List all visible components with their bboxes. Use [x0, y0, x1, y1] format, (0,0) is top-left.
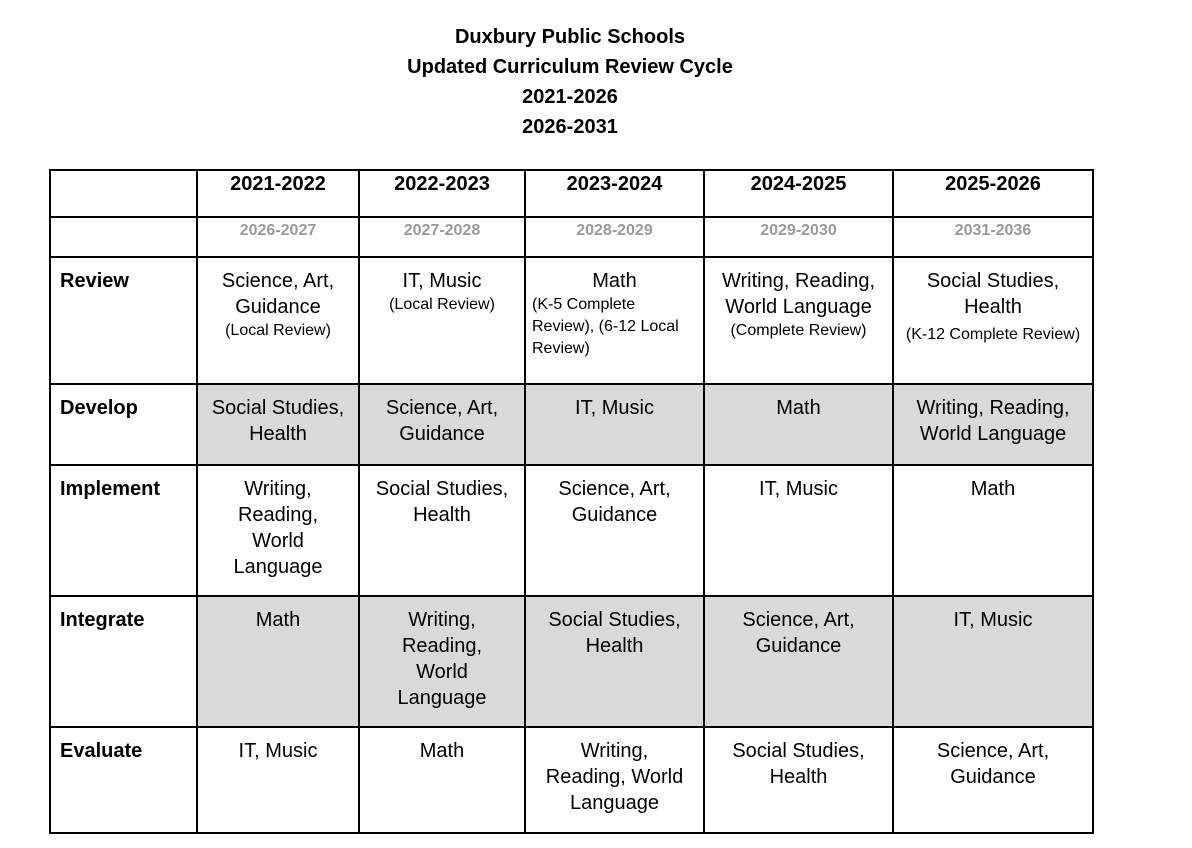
- next-year-header: 2026-2027: [197, 217, 359, 257]
- stage-label-develop: Develop: [50, 384, 197, 465]
- evaluate-cell: Social Studies, Health: [704, 727, 893, 833]
- develop-cell: Math: [704, 384, 893, 465]
- next-year-header: 2029-2030: [704, 217, 893, 257]
- implement-row: [50, 465, 1093, 596]
- review-cell: [525, 257, 704, 384]
- cell-subjects: IT, Music: [402, 270, 482, 292]
- implement-cell: IT, Music: [704, 465, 893, 596]
- review-cell: [197, 257, 359, 384]
- cell-note: (K-12 Complete Review): [905, 326, 1081, 343]
- develop-cell: Social Studies, Health: [197, 384, 359, 465]
- develop-row: [50, 384, 1093, 465]
- document-title: [0, 22, 1140, 142]
- year-header: 2023-2024: [525, 170, 704, 217]
- cell-note: (K-5 Complete Review), (6-12 Local Review): [532, 296, 679, 357]
- stage-label-review: Review: [50, 257, 197, 384]
- year-header: 2022-2023: [359, 170, 525, 217]
- title-district: Duxbury Public Schools: [454, 26, 686, 48]
- review-cell: [893, 257, 1093, 384]
- integrate-cell: Math: [197, 596, 359, 727]
- title-range-1: 2021-2026: [522, 86, 618, 108]
- year-header-row: [50, 170, 1093, 217]
- evaluate-cell: Writing, Reading, World Language: [525, 727, 704, 833]
- next-year-header: 2031-2036: [893, 217, 1093, 257]
- integrate-row: [50, 596, 1093, 727]
- cell-note: (Complete Review): [730, 322, 867, 339]
- integrate-cell: Writing, Reading, World Language: [359, 596, 525, 727]
- cell-subjects: Science, Art, Guidance: [221, 270, 335, 318]
- cell-note: (Local Review): [389, 296, 495, 313]
- cell-subjects: Writing, Reading, World Language: [721, 270, 876, 318]
- title-subtitle: Updated Curriculum Review Cycle: [407, 56, 733, 78]
- cell-subjects: Math: [592, 270, 637, 292]
- integrate-cell: Social Studies, Health: [525, 596, 704, 727]
- next-cycle-row: [50, 217, 1093, 257]
- review-cell: [359, 257, 525, 384]
- cell-note: (Local Review): [225, 322, 331, 339]
- develop-cell: Science, Art, Guidance: [359, 384, 525, 465]
- evaluate-cell: IT, Music: [197, 727, 359, 833]
- stage-label-implement: Implement: [50, 465, 197, 596]
- stage-label-integrate: Integrate: [50, 596, 197, 727]
- integrate-cell: Science, Art, Guidance: [704, 596, 893, 727]
- year-header: 2025-2026: [893, 170, 1093, 217]
- implement-cell: Writing, Reading, World Language: [197, 465, 359, 596]
- corner-cell: [50, 170, 197, 217]
- cell-subjects: Social Studies, Health: [926, 270, 1060, 318]
- next-year-header: 2027-2028: [359, 217, 525, 257]
- implement-cell: Math: [893, 465, 1093, 596]
- review-cell: [704, 257, 893, 384]
- title-range-2: 2026-2031: [522, 116, 618, 138]
- implement-cell: Social Studies, Health: [359, 465, 525, 596]
- year-header: 2024-2025: [704, 170, 893, 217]
- review-row: [50, 257, 1093, 384]
- develop-cell: Writing, Reading, World Language: [893, 384, 1093, 465]
- develop-cell: IT, Music: [525, 384, 704, 465]
- evaluate-row: [50, 727, 1093, 833]
- evaluate-cell: Science, Art, Guidance: [893, 727, 1093, 833]
- next-year-header: 2028-2029: [525, 217, 704, 257]
- integrate-cell: IT, Music: [893, 596, 1093, 727]
- review-cycle-table: [49, 169, 1094, 834]
- corner-cell: [50, 217, 197, 257]
- evaluate-cell: Math: [359, 727, 525, 833]
- stage-label-evaluate: Evaluate: [50, 727, 197, 833]
- year-header: 2021-2022: [197, 170, 359, 217]
- implement-cell: Science, Art, Guidance: [525, 465, 704, 596]
